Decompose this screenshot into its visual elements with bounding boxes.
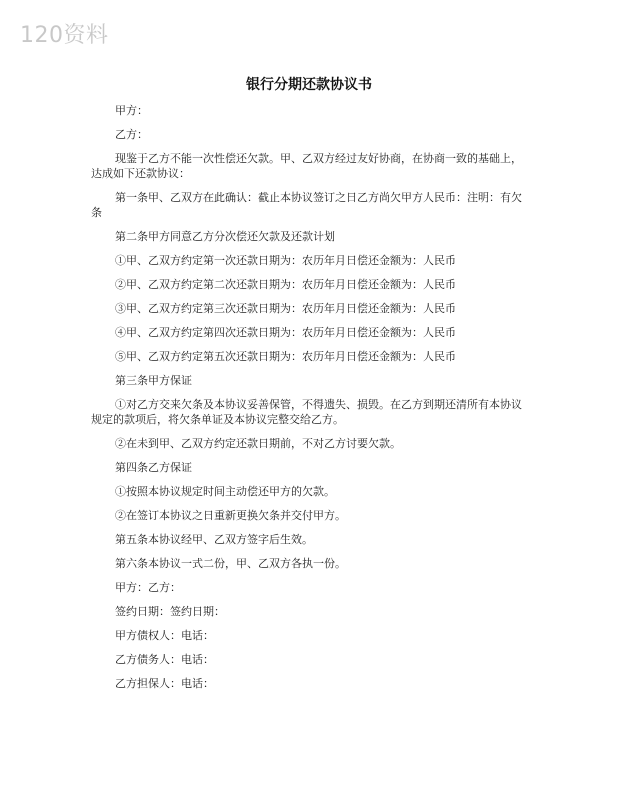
installment-2: ②甲、乙双方约定第二次还款日期为：农历年月日偿还金额为：人民币 bbox=[115, 278, 456, 291]
creditor-line: 甲方债权人：电话： bbox=[115, 629, 214, 642]
signature-parties-line: 甲方：乙方： bbox=[115, 581, 181, 594]
clause-3-heading: 第三条甲方保证 bbox=[115, 374, 192, 387]
clause-3-item-2: ②在未到甲、乙双方约定还款日期前，不对乙方讨要欠款。 bbox=[115, 437, 401, 450]
clause-4-item-1: ①按照本协议规定时间主动偿还甲方的欠款。 bbox=[115, 485, 335, 498]
preamble-paragraph: 现鉴于乙方不能一次性偿还欠款。甲、乙双方经过友好协商，在协商一致的基础上，达成如下还款协议： bbox=[91, 152, 522, 180]
clause-3-item-1: ①对乙方交来欠条及本协议妥善保管，不得遗失、损毁。在乙方到期还清所有本协议规定的款项后，将欠条单证及本协议完整交给乙方。 bbox=[91, 398, 522, 426]
clause-4-heading: 第四条乙方保证 bbox=[115, 461, 192, 474]
party-b-line: 乙方： bbox=[115, 128, 148, 141]
installment-3: ③甲、乙双方约定第三次还款日期为：农历年月日偿还金额为：人民币 bbox=[115, 302, 456, 315]
installment-5: ⑤甲、乙双方约定第五次还款日期为：农历年月日偿还金额为：人民币 bbox=[115, 350, 456, 363]
clause-5: 第五条本协议经甲、乙双方签字后生效。 bbox=[115, 533, 313, 546]
guarantor-line: 乙方担保人：电话： bbox=[115, 677, 214, 690]
clause-1: 第一条甲、乙双方在此确认：截止本协议签订之日乙方尚欠甲方人民币：注明：有欠条 bbox=[91, 191, 522, 219]
clause-4-item-2: ②在签订本协议之日重新更换欠条并交付甲方。 bbox=[115, 509, 346, 522]
watermark-logo: 120资料 bbox=[20, 23, 109, 48]
signing-date-line: 签约日期：签约日期： bbox=[115, 605, 225, 618]
document-body bbox=[91, 103, 531, 700]
party-a-line: 甲方： bbox=[115, 104, 148, 117]
clause-6: 第六条本协议一式二份，甲、乙双方各执一份。 bbox=[115, 557, 346, 570]
document-title: 银行分期还款协议书 bbox=[246, 77, 372, 93]
clause-2-heading: 第二条甲方同意乙方分次偿还欠款及还款计划 bbox=[115, 230, 335, 243]
installment-4: ④甲、乙双方约定第四次还款日期为：农历年月日偿还金额为：人民币 bbox=[115, 326, 456, 339]
installment-1: ①甲、乙双方约定第一次还款日期为：农历年月日偿还金额为：人民币 bbox=[115, 254, 456, 267]
debtor-line: 乙方债务人：电话： bbox=[115, 653, 214, 666]
